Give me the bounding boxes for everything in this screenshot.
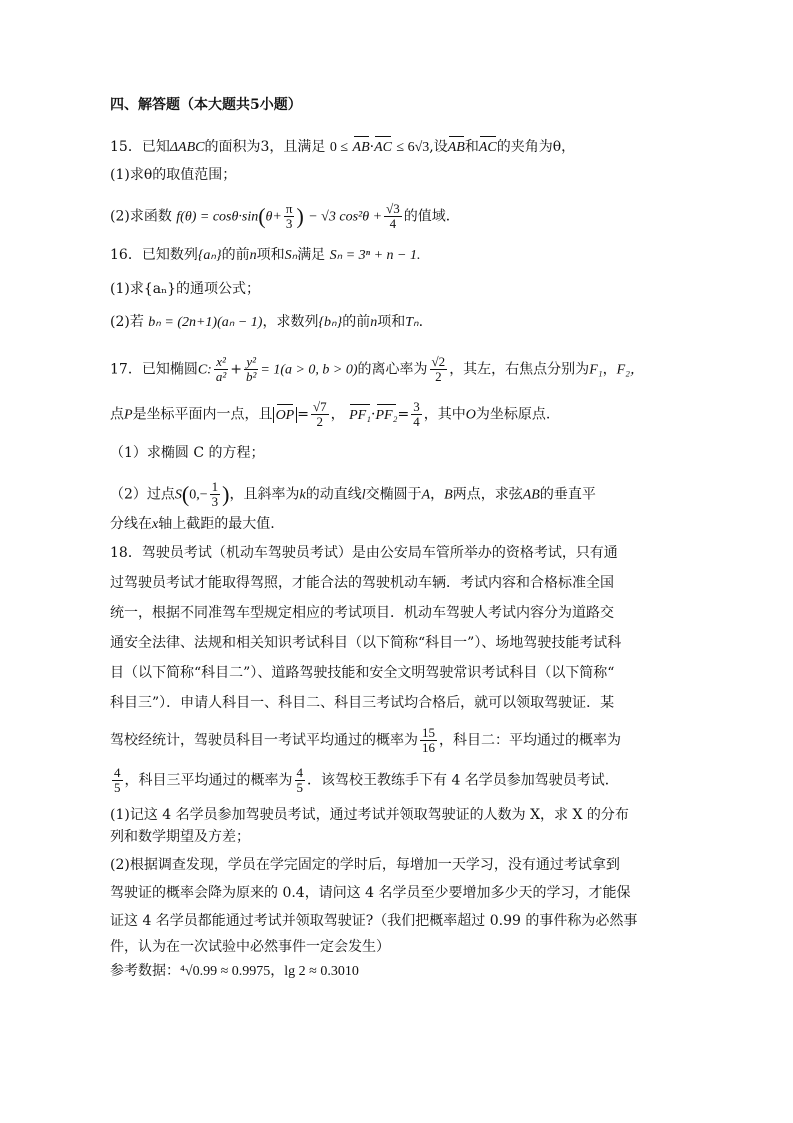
q17-line1: 17．已知椭圆C: $\frac{\text{x²}}{\text{a²}}$ + $\frac{\text{y²}}{\text{b²}}$ = 1(a > 0, b > 0)的离心率为 $\frac{√2}{2}$ ，其左，右焦点分别为F₁，F₂， bbox=[110, 354, 645, 384]
vector-pf2: PF₂ bbox=[376, 406, 398, 426]
ref-lg: lg 2 ≈ 0.3010 bbox=[284, 964, 359, 979]
q17-part2-line1: （2）过点S(0,− $\frac{1}{3}$ )，且斜率为k的动直线l交椭圆于A，B两点，求弦AB的垂直平 bbox=[110, 479, 596, 509]
vector-ac: AC bbox=[374, 138, 392, 158]
q18-line1: 18．驾驶员考试（机动车驾驶员考试）是由公安局车管所举办的资格考试，只有通 bbox=[110, 545, 618, 561]
fraction-one-third: $\frac{1}{3}$ bbox=[211, 479, 219, 509]
q18-line7: 驾校经统计，驾驶员科目一考试平均通过的概率为 $\frac{15}{16}$ ，科目二：平均通过的概率为 bbox=[110, 725, 621, 755]
ref-root: ⁴√0.99 ≈ 0.9975 bbox=[180, 964, 271, 979]
fraction-pi-3: $\frac{\pi}{3}$ bbox=[285, 201, 293, 231]
fraction-sqrt3-4: $\frac{√3}{4}$ bbox=[386, 201, 400, 231]
q16-part1: (1)求{aₙ}的通项公式； bbox=[110, 281, 261, 297]
q18-line6: 科目三”）．申请人科目一、科目二、科目三考试均合格后，就可以领取驾驶证．某 bbox=[110, 695, 615, 711]
reference-data: 参考数据：⁴√0.99 ≈ 0.9975，lg 2 ≈ 0.3010 bbox=[110, 963, 359, 979]
q18-part2-line3: 证这 4 名学员都能通过考试并领取驾驶证?（我们把概率超过 0.99 的事件称为必然事 bbox=[110, 913, 638, 929]
q15-part1: (1)求θ的取值范围； bbox=[110, 167, 237, 183]
fraction-4-5-a: $\frac{4}{5}$ bbox=[114, 765, 121, 795]
q16-part2: (2)若 bₙ = (2n+1)(aₙ − 1)，求数列{bₙ}的前n项和Tₙ. bbox=[110, 314, 424, 330]
function-f: f(θ) = cosθ·sin bbox=[176, 209, 259, 225]
sn-formula: Sₙ = 3ⁿ + n − 1. bbox=[329, 248, 421, 263]
q18-part2-line4: 件，认为在一次试验中必然事件一定会发生） bbox=[110, 939, 390, 955]
fraction-y2-b2: $\frac{\text{y²}}{\text{b²}}$ bbox=[245, 354, 257, 384]
q18-part1-line1: (1)记这 4 名学员参加驾驶员考试，通过考试并领取驾驶证的人数为 X，求 X 的分布 bbox=[110, 807, 629, 823]
q18-line2: 过驾驶员考试才能取得驾照，才能合法的驾驶机动车辆．考试内容和合格标准全国 bbox=[110, 575, 614, 591]
vector-ac-2: AC bbox=[479, 138, 497, 158]
q16-line1: 16．已知数列{aₙ}的前n项和Sₙ满足 Sₙ = 3ⁿ + n − 1. bbox=[110, 247, 421, 263]
vector-ab-2: AB bbox=[448, 138, 465, 158]
fraction-eccentricity: $\frac{√2}{2}$ bbox=[431, 354, 446, 384]
q18-line3: 统一，根据不同准驾车型规定相应的考试项目．机动车驾驶人考试内容分为道路交 bbox=[110, 605, 614, 621]
section-title: 四、解答题（本大题共5小题） bbox=[110, 97, 302, 113]
vector-op: OP bbox=[276, 406, 295, 426]
q15-part2: (2)求函数 f(θ) = cosθ·sin(θ+ $\frac{\pi}{3}$ ) − √3 cos²θ + $\frac{√3}{4}$ 的值域． bbox=[110, 201, 460, 231]
q15-line1: 15．已知ΔABC的面积为3，且满足 0 ≤ AB·AC ≤ 6√3,设AB和AC的夹角为θ， bbox=[110, 137, 575, 158]
fraction-op: $\frac{√7}{2}$ bbox=[312, 399, 327, 429]
q18-line4: 通安全法律、法规和相关知识考试科目（以下简称“科目一”）、场地驾驶技能考试科 bbox=[110, 635, 622, 651]
q18-part1-line2: 列和数学期望及方差； bbox=[110, 829, 250, 845]
fraction-15-16: $\frac{15}{16}$ bbox=[422, 725, 435, 755]
fraction-x2-a2: $\frac{\text{x²}}{\text{a²}}$ bbox=[215, 354, 227, 384]
q18-part2-line2: 驾驶证的概率会降为原来的 0.4，请问这 4 名学员至少要增加多少天的学习，才能保 bbox=[110, 885, 631, 901]
vector-pf1: PF₁ bbox=[349, 406, 371, 426]
triangle-abc: ΔABC bbox=[169, 140, 205, 155]
q18-part2-line1: (2)根据调查发现，学员在学完固定的学时后，每增加一天学习，没有通过考试拿到 bbox=[110, 857, 620, 873]
vector-ab: AB bbox=[353, 138, 370, 158]
q17-part2-line2: 分线在x轴上截距的最大值. bbox=[110, 516, 275, 532]
q18-line8: $\frac{4}{5}$ ，科目三平均通过的概率为 $\frac{4}{5}$ ．该驾校王教练手下有 4 名学员参加驾驶员考试． bbox=[114, 765, 619, 795]
q17-line2: 点P是坐标平面内一点，且 OP = $\frac{√7}{2}$ ， PF₁·PF₂= $\frac{3}{4}$ ，其中O为坐标原点. bbox=[110, 399, 551, 429]
fraction-dot: $\frac{3}{4}$ bbox=[413, 399, 420, 429]
fraction-4-5-b: $\frac{4}{5}$ bbox=[296, 765, 303, 795]
q17-part1: （1）求椭圆 C 的方程； bbox=[110, 445, 265, 461]
q18-line5: 目（以下简称“科目二”）、道路驾驶技能和安全文明驾驶常识考试科目（以下简称“ bbox=[110, 665, 615, 681]
bn-formula: bₙ = (2n+1)(aₙ − 1) bbox=[148, 315, 263, 330]
